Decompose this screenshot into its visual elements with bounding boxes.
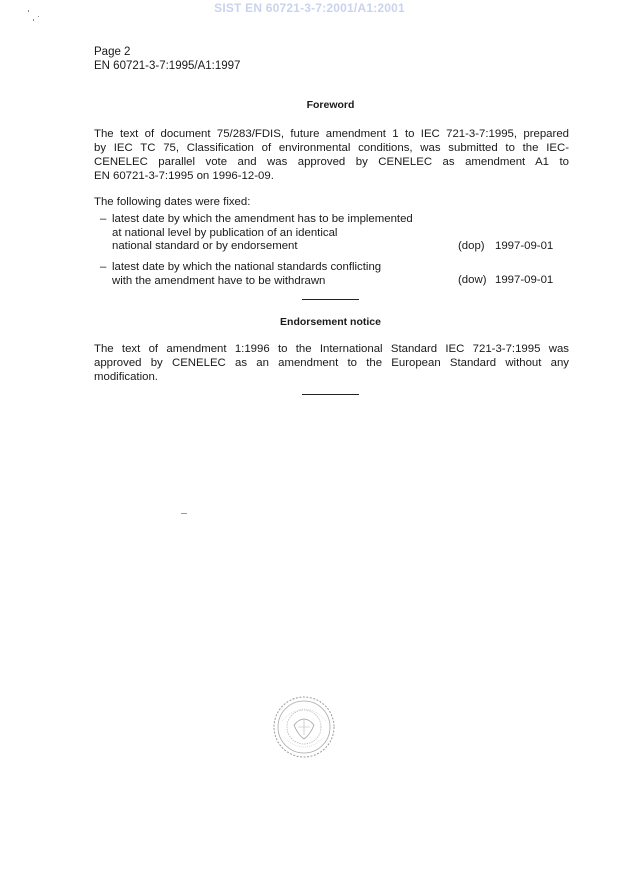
dates-intro: The following dates were fixed: [94, 196, 251, 208]
dash-bullet: – [100, 213, 107, 225]
date-code: (dop) [458, 240, 485, 252]
foreword-paragraph [94, 127, 569, 183]
date-item-text [112, 261, 452, 288]
foreword-line: EN 60721-3-7:1995 on 1996-12-09. [94, 170, 274, 182]
date-item-line: national standard or by endorsement [112, 240, 298, 252]
section-divider [302, 299, 359, 300]
date-value: 1997-09-01 [495, 274, 554, 286]
date-item-line: at national level by publication of an identical [112, 226, 338, 239]
scan-speck [33, 19, 34, 21]
standard-reference: EN 60721-3-7:1995/A1:1997 [94, 60, 241, 72]
official-stamp-icon [272, 695, 336, 759]
scan-mark [181, 513, 187, 514]
end-divider [302, 394, 359, 395]
endorsement-line: The text of amendment 1:1996 to the International Standard IEC 721-3-7:1995 was [94, 343, 569, 355]
watermark: SIST EN 60721-3-7:2001/A1:2001 [214, 1, 405, 15]
page-header [94, 45, 240, 73]
foreword-line: by IEC TC 75, Classification of environmental conditions, was submitted to the IEC- [94, 142, 569, 154]
date-item-dop [100, 213, 570, 255]
date-code: (dow) [458, 274, 487, 286]
scan-speck [28, 10, 29, 12]
foreword-line: CENELEC parallel vote and was approved by CENELEC as amendment A1 to [94, 156, 569, 168]
date-value: 1997-09-01 [495, 240, 554, 252]
endorsement-paragraph [94, 342, 569, 384]
date-item-line: with the amendment have to be withdrawn [112, 274, 326, 287]
endorsement-line: modification. [94, 371, 158, 383]
date-item-line: latest date by which the national standards conflicting [112, 261, 382, 273]
foreword-heading: Foreword [306, 99, 355, 111]
date-item-dow [100, 261, 570, 289]
scan-speck [38, 16, 39, 17]
date-item-line: latest date by which the amendment has to be implemented [112, 213, 413, 225]
endorsement-line: approved by CENELEC as an amendment to the European Standard without any [94, 357, 569, 369]
date-item-text [112, 213, 452, 254]
foreword-line: The text of document 75/283/FDIS, future amendment 1 to IEC 721-3-7:1995, prepared [94, 128, 569, 140]
page-number: Page 2 [94, 46, 131, 58]
dash-bullet: – [100, 261, 107, 273]
endorsement-heading: Endorsement notice [280, 316, 381, 328]
